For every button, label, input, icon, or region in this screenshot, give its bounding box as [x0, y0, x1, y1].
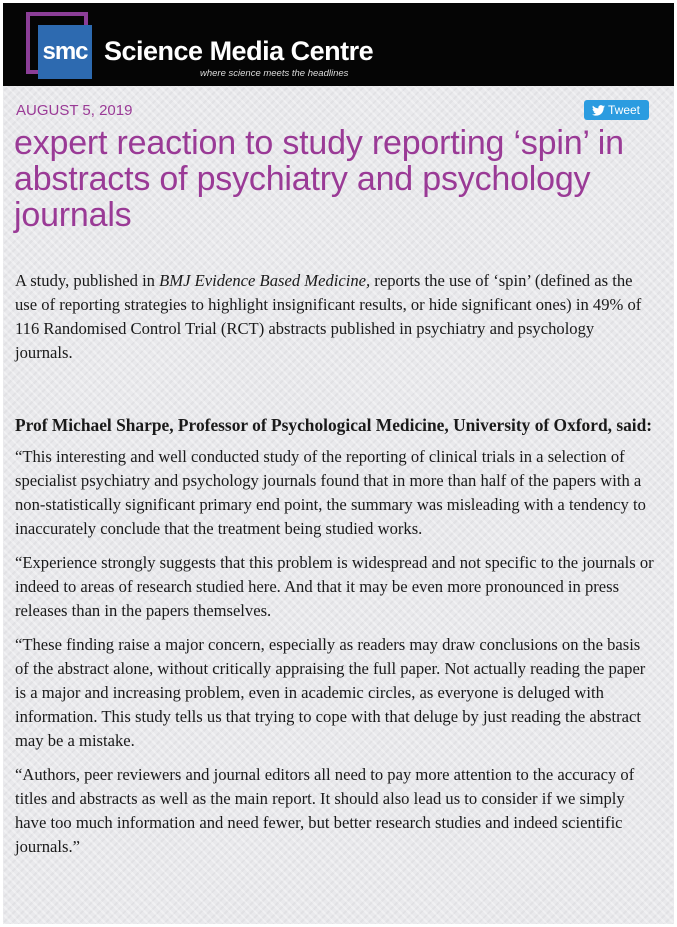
article-title: expert reaction to study reporting ‘spin’ in abstracts of psychiatry and psychology journals [14, 124, 624, 234]
page-frame [3, 3, 674, 924]
logo-text: smc [38, 25, 92, 79]
site-tagline: where science meets the headlines [200, 68, 349, 79]
quote-paragraph-4: “Authors, peer reviewers and journal editors all need to pay more attention to the accuracy of titles and abstracts as well as the main report. It should also lead us to consider if we simply have too much information and need fewer, but better research studies and indeed scientific journals.” [15, 765, 635, 856]
article-date: AUGUST 5, 2019 [16, 102, 133, 119]
smc-logo[interactable] [26, 12, 88, 74]
speaker-heading: Prof Michael Sharpe, Professor of Psychological Medicine, University of Oxford, said: [15, 415, 653, 435]
site-header [3, 3, 674, 86]
intro-paragraph [15, 269, 655, 365]
quote-paragraph-3: “These finding raise a major concern, especially as readers may draw conclusions on the basis of the abstract alone, without critically appraising the full paper. Not actually reading the paper is a major and increasing problem, even in academic circles, as everyone is deluged with information. This study tells us that trying to cope with that deluge by just reading the abstract may be a mistake. [15, 635, 646, 750]
tweet-label: Tweet [608, 103, 641, 117]
journal-name: BMJ Evidence Based Medicine, [159, 271, 371, 290]
twitter-bird-icon [592, 105, 605, 116]
site-name[interactable]: Science Media Centre [104, 36, 374, 66]
quote-paragraph-2: “Experience strongly suggests that this problem is widespread and not specific to the journals or indeed to areas of research studied here. And that it may be even more pronounced in press releases than in the papers themselves. [15, 553, 654, 620]
intro-text-after: reports the use of ‘spin’ (defined as the use of reporting strategies to highlight insignificant results, or hide significant ones) in 49% of 116 Randomised Control Trial (RCT) abstracts published in psychiatry and psychology journals. [15, 271, 642, 362]
intro-text-before: A study, published in [15, 271, 160, 290]
tweet-button[interactable] [584, 100, 649, 120]
article-body [15, 269, 655, 869]
quote-paragraph-1: “This interesting and well conducted study of the reporting of clinical trials in a selection of specialist psychiatry and psychology journals found that in more than half of the papers with a non-statistically significant primary end point, the summary was misleading with a tendency to inaccurately conclude that the treatment being studied works. [15, 447, 646, 538]
